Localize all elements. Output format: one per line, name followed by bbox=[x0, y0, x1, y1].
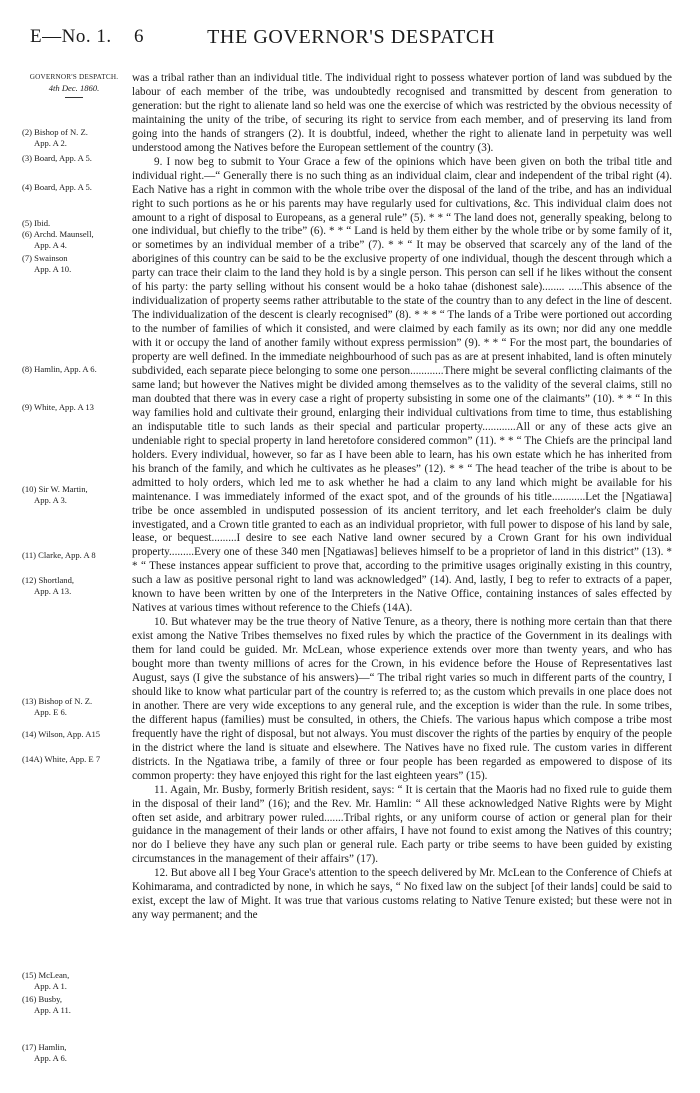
margin-note: (7) Swainson App. A 10. bbox=[22, 253, 72, 274]
paragraph-9: 9. I now beg to submit to Your Grace a few of the opinions which have been given on both the tribal title and individual right.—“ Generally there is no such thing as an individual claim, clear and independent of the tribal right (4). Each Native has a right in common with the whole tribe over the disposal of the land of the tribe, and has an individual right to such portions as he or his parents may have regularly used for cultivations, &c. This individual claim does not amount to a right of disposal to Europeans, as a general rule” (5). * * “ The land does not, generally speaking, belong to one individual, but chiefly to the tribe” (6). * * “ Land is held by them either by the whole tribe or by some family of it, or sometimes by an individual member of a tribe” (7). * * “ It may be observed that scarcely any of the land of the aborigines of this country can be said to be the exclusive property of one individual, though the descent through which a party can trace their claim to the land they hold is by a single person. This person can sell if he likes without the consent of his party: the party selling without his consent would be a hoko tahae (dishonest sale)........ .....This absence of the individualization of property seems rather attributable to the state of the country than to any defect in the line of descent. The individualization of the descent is clearly recognised” (8). * * * “ The lands of a Tribe were portioned out according to the number of families of which it consisted, and were claimed by each family as its own; nor did any one meddle with it or occupy the land of another family without express permission” (9). * * “ For the most part, the boundaries of property are well defined. In the immediate neighbourhood of such pas as are at present inhabited, land is often minutely subdivided, each separate piece belonging to some one person............There might be several conflicting claimants of the same land; but however the Natives might be divided among themselves as to the validity of the several claims, still no man doubted that there was in every case a right of property subsisting in some one of the claimants” (10). * * “ In this way families hold and cultivate their ground, enlarging their individual cultivations from time to time, thus establishing an indisputable title to such lands as their special and particular property............All or any of these acts give an undeniable right to special property in land heretofore considered common” (11). * * “ The Chiefs are the principal land holders. Every individual, however, so far as I have been able to learn, has his own estate which he has inherited from his branch of the family, and which he cultivates as he pleases” (12). * * “ The head teacher of the tribe is about to be admitted to holy orders, which led me to ask whether he had a claim to any land which might be available for his maintenance. I was immediately informed of the exact spot, and of the grounds of his title............Let the [Ngatiawa] tribe be once assembled in undisputed possession of its ancient territory, and let each freeholder's claim be duly investigated, and a Crown title granted to each as an individual proprietor, with full power to dispose of his land by sale, lease, or bequest.........I desire to see each Native land owner secured by a Crown Grant for his own individual property.........Every one of these 340 men [Ngatiawas] believes himself to be a proprietor of land in this district” (13). * * “ These instances appear sufficient to prove that, according to the primitive usages originally existing in this country, such a law as positive personal right to land was acknowledged” (14). And, lastly, I beg to refer to extracts of a paper, known to have been written by one of the Interpreters in the Native Office, containing instances of sales effected by Natives at various times without reference to the Chiefs (14A). bbox=[132, 155, 672, 615]
margin-note: (12) Shortland, App. A 13. bbox=[22, 575, 75, 596]
margin-note: (15) McLean, App. A 1. bbox=[22, 970, 70, 991]
margin-note: (11) Clarke, App. A 8 bbox=[22, 550, 96, 560]
margin-note: (17) Hamlin, App. A 6. bbox=[22, 1042, 67, 1063]
margin-note: (3) Board, App. A 5. bbox=[22, 153, 92, 163]
page-title: THE GOVERNOR'S DESPATCH bbox=[207, 26, 495, 48]
margin-note: (14A) White, App. E 7 bbox=[22, 754, 101, 764]
margin-note: (10) Sir W. Martin, App. A 3. bbox=[22, 484, 88, 505]
page-header bbox=[30, 26, 672, 52]
margin-note-date: GOVERNOR'S DESPATCH. 4th Dec. 1860. bbox=[22, 72, 126, 98]
margin-note: (9) White, App. A 13 bbox=[22, 402, 94, 412]
page-number: 6 bbox=[134, 26, 144, 47]
margin-note: (13) Bishop of N. Z. App. E 6. bbox=[22, 696, 93, 717]
margin-note: (14) Wilson, App. A15 bbox=[22, 729, 101, 739]
body-text bbox=[132, 72, 672, 923]
divider bbox=[65, 97, 83, 98]
margin-note: (2) Bishop of N. Z. App. A 2. bbox=[22, 127, 88, 148]
paragraph-10: 10. But whatever may be the true theory of Native Tenure, as a theory, there is nothing more certain than that there exist among the Native Tribes themselves no fixed rules by which the practice of the Government in its dealings with them for land could be guided. Mr. McLean, whose experience extends over more than twenty years, and who has bought more than twenty millions of acres for the Crown, in his evidence before the House of Representatives last August, says (I give the substance of his answers)—“ The tribal right varies so much in different parts of the country, I should like to know what particular part of the country is referred to; as the custom which prevails in one place does not in another. There are very wide exceptions to any general rule, and the exception is wider than the rule. In some tribes, the different hapus (families) must be consulted, in others, the Chiefs. The various hapus which compose a tribe most frequently have the right of disposal, but not always. You must discover the rights of the parties by enquiry of the people in the district where the land is situate and elsewhere. The Natives have no fixed rule. The custom varies in different districts. In the Ngatiawa tribe, a family of three or four people has been regarded as empowered to dispose of its common property: they have enjoyed this right for the last eighteen years” (15). bbox=[132, 616, 672, 782]
margin-note: (5) Ibid. bbox=[22, 218, 51, 228]
paragraph-11: 11. Again, Mr. Busby, formerly British resident, says: “ It is certain that the Maoris had no fixed rule to guide them in the disposal of their land” (16); and the Rev. Mr. Hamlin: “ All these acknowledged Native Rights were by Might often set aside, and arbitrary power ruled.......Tribal rights, or any uniform course of action or general plan for their guidance in the management of their lands or other affairs, I have not found to exist among the Natives of this country; nor do I believe they have any such plan or general rule. Each party or tribe seems to have been guided by existing circumstances in the management of their affairs” (17). bbox=[132, 783, 672, 866]
margin-note: (16) Busby, App. A 11. bbox=[22, 994, 71, 1015]
document-number: E—No. 1. bbox=[30, 26, 112, 47]
margin-note: (6) Archd. Maunsell, App. A 4. bbox=[22, 229, 94, 250]
margin-note: (4) Board, App. A 5. bbox=[22, 182, 92, 192]
paragraph: was a tribal rather than an individual title. The individual right to possess whatever portion of land was subdued by the labour of each member of the tribe, was undoubtedly recognised and transmitted by descent from generation to generation: but the right to alienate land so held was one the exercise of which was restricted by the obvious necessity of maintaining the unity of the tribe, of securing its right to service from each member, and of preserving its land from going into the hands of strangers (2). It is doubtful, indeed, whether the right to alienate land in perpetuity was well understood among the Natives before the European settlement of the country (3). bbox=[132, 72, 672, 154]
paragraph-12: 12. But above all I beg Your Grace's attention to the speech delivered by Mr. McLean to the Conference of Chiefs at Kohimarama, and contradicted by none, in which he says, “ No fixed law on the subject [of their lands] could be said to exist, except the law of Might. It was true that various customs relating to Native Tenure existed; but these were not in any way permanent; and the bbox=[132, 867, 672, 922]
margin-note: (8) Hamlin, App. A 6. bbox=[22, 364, 97, 374]
